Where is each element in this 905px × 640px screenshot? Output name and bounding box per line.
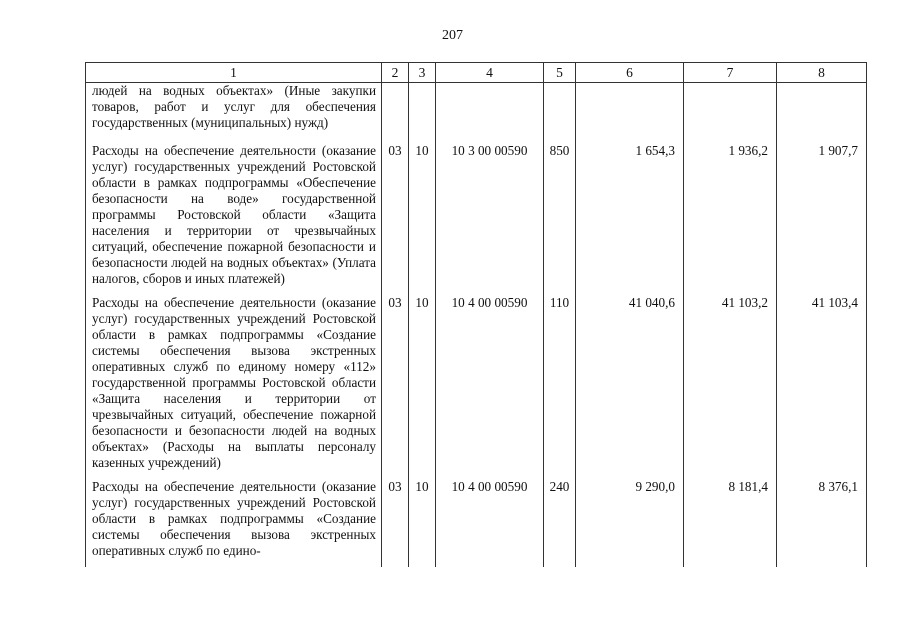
row-amount-col7: 8 181,4: [684, 479, 777, 567]
column-header-1: 1: [86, 63, 382, 83]
table-header-row: [86, 63, 867, 83]
row-description: Расходы на обеспечение деятельности (оказание услуг) государственных учреждений Ростовской области в рамках подпрограммы «Создание системы обеспечения вызова экстренных оперативных служб по единому номеру «112» государственной программы Ростовской области «Защита населения и территории от чрезвычайных ситуаций, обеспечение пожарной безопасности и безопасности людей на водных объектах» (Расходы на выплаты персоналу казенных учреждений): [86, 295, 382, 479]
row-cell-empty: [684, 83, 777, 144]
column-header-8: 8: [777, 63, 867, 83]
row-target-code: 10 4 00 00590: [436, 295, 544, 479]
row-section-code: 03: [382, 479, 409, 567]
row-description: Расходы на обеспечение деятельности (оказание услуг) государственных учреждений Ростовской области в рамках подпрограммы «Обеспечение безопасности на воде» государственной программы Ростовской области «Защита населения и территории от чрезвычайных ситуаций, обеспечение пожарной безопасности и безопасности людей на водных объектах» (Уплата налогов, сборов и иных платежей): [86, 143, 382, 295]
row-amount-col7: 1 936,2: [684, 143, 777, 295]
column-header-4: 4: [436, 63, 544, 83]
row-cell-empty: [777, 83, 867, 144]
budget-table: [85, 62, 867, 567]
row-subsection-code: 10: [409, 295, 436, 479]
row-amount-col6: 1 654,3: [576, 143, 684, 295]
row-amount-col6: 9 290,0: [576, 479, 684, 567]
column-header-3: 3: [409, 63, 436, 83]
table-row-continuation: [86, 83, 867, 144]
row-description: Расходы на обеспечение деятельности (оказание услуг) государственных учреждений Ростовской области в рамках подпрограммы «Создание системы обеспечения вызова экстренных оперативных служб по едино-: [86, 479, 382, 567]
column-header-7: 7: [684, 63, 777, 83]
row-amount-col8: 1 907,7: [777, 143, 867, 295]
table-row: [86, 479, 867, 567]
table-row: [86, 143, 867, 295]
row-expense-type-code: 110: [544, 295, 576, 479]
row-amount-col7: 41 103,2: [684, 295, 777, 479]
row-cell-empty: [382, 83, 409, 144]
row-amount-col6: 41 040,6: [576, 295, 684, 479]
row-target-code: 10 4 00 00590: [436, 479, 544, 567]
row-cell-empty: [576, 83, 684, 144]
column-header-6: 6: [576, 63, 684, 83]
row-description: людей на водных объектах» (Иные закупки товаров, работ и услуг для обеспечения государственных (муниципальных) нужд): [86, 83, 382, 144]
row-cell-empty: [436, 83, 544, 144]
row-cell-empty: [544, 83, 576, 144]
column-header-5: 5: [544, 63, 576, 83]
row-subsection-code: 10: [409, 143, 436, 295]
row-expense-type-code: 240: [544, 479, 576, 567]
table-row: [86, 295, 867, 479]
row-amount-col8: 41 103,4: [777, 295, 867, 479]
row-section-code: 03: [382, 143, 409, 295]
page-number: 207: [442, 28, 463, 43]
row-cell-empty: [409, 83, 436, 144]
row-expense-type-code: 850: [544, 143, 576, 295]
row-amount-col8: 8 376,1: [777, 479, 867, 567]
row-subsection-code: 10: [409, 479, 436, 567]
row-target-code: 10 3 00 00590: [436, 143, 544, 295]
row-section-code: 03: [382, 295, 409, 479]
column-header-2: 2: [382, 63, 409, 83]
